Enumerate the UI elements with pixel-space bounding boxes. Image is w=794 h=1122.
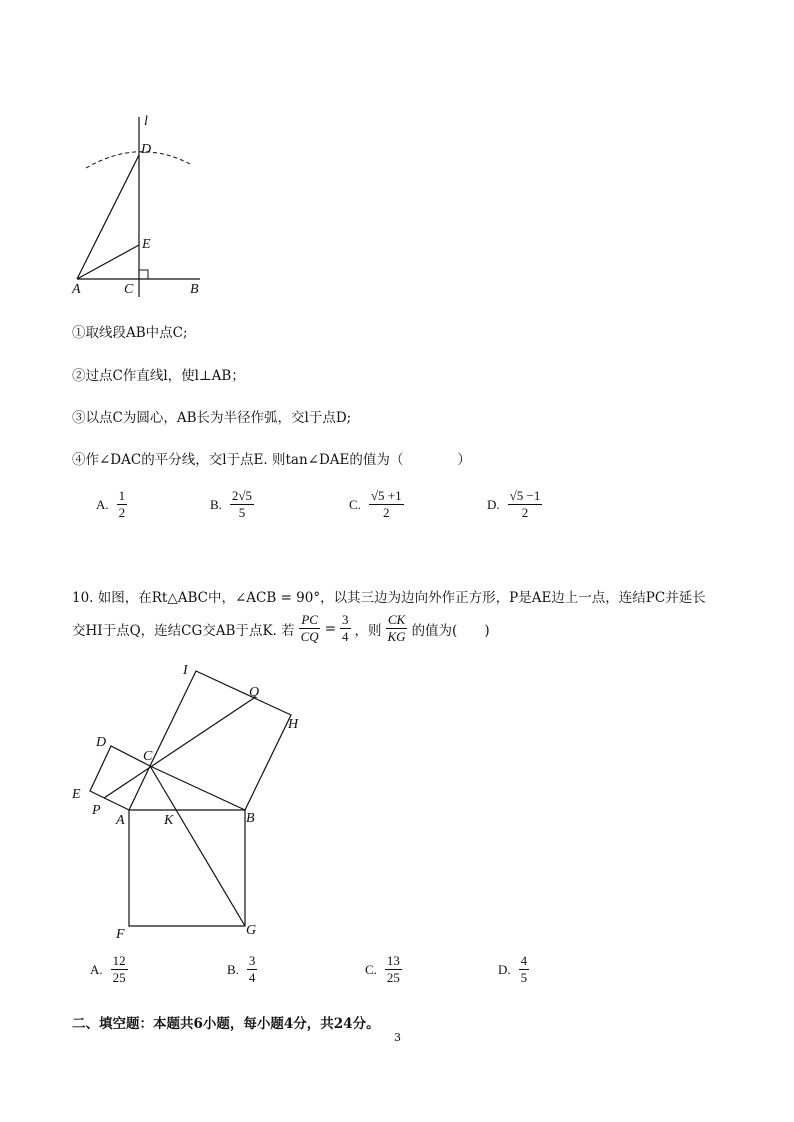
fraction: $\frac{4}{5}$ (520, 953, 528, 985)
square-ACDE (90, 746, 150, 810)
q9-option-d[interactable] (487, 488, 542, 521)
fraction: $\frac{3}{4}$ (248, 953, 256, 985)
square-BCIH (150, 671, 291, 810)
option-label: C. (349, 496, 361, 512)
label-E: E (72, 787, 81, 802)
fraction: $\frac{√5 -1}{2}$ (509, 488, 541, 520)
fraction: $\frac{1}{2}$ (118, 488, 126, 520)
fraction: $\frac{13}{25}$ (386, 953, 400, 985)
q10-option-a[interactable] (90, 953, 128, 986)
fraction-ck-kg: $\frac{CK}{KG}$ (387, 612, 406, 644)
page-number: 3 (394, 1031, 401, 1044)
q9-option-b[interactable] (210, 488, 254, 521)
segment-AE (77, 245, 139, 279)
option-label: D. (498, 961, 511, 977)
label-P: P (92, 803, 101, 818)
option-label: A. (90, 961, 103, 977)
q10-option-d[interactable] (498, 953, 529, 986)
fraction: $\frac{√5 +1}{2}$ (370, 488, 402, 520)
q10-line-1: 10. 如图，在Rt△ABC中，∠ACB = 90°，以其三边为边向外作正方形，P是AE边上一点，连结PC并延长 (72, 590, 706, 606)
step-2: ②过点C作直线l，使l⊥AB； (72, 368, 245, 384)
step-1: ①取线段AB中点C; (72, 325, 188, 341)
q9-option-c[interactable] (349, 488, 404, 521)
label-H: H (288, 717, 299, 732)
option-label: C. (365, 961, 377, 977)
q10-line-2: 交HI于点Q，连结CG交AB于点K. 若 $\frac{PC}{CQ}$ = $\frac{3}{4}$ ，则 $\frac{CK}{KG}$ 的值为( ) (72, 612, 490, 644)
fraction: $\frac{2√5}{5}$ (231, 488, 253, 520)
option-label: A. (96, 496, 109, 512)
label-l: l (144, 114, 148, 129)
section-title: 二、填空题：本题共6小题，每小题4分，共24分。 (72, 1016, 380, 1032)
label-K: K (164, 813, 174, 828)
label-A: A (72, 282, 81, 297)
fraction-pc-cq: $\frac{PC}{CQ}$ (300, 612, 319, 644)
label-D: D (96, 735, 107, 750)
segment-PQ (104, 698, 254, 798)
option-label: B. (227, 961, 239, 977)
q10-option-c[interactable] (365, 953, 402, 986)
label-G: G (246, 923, 257, 938)
label-C: C (143, 749, 153, 764)
label-B: B (246, 811, 255, 826)
fraction-3-4: $\frac{3}{4}$ (342, 612, 349, 644)
figure-2-squares (66, 658, 316, 943)
label-Q: Q (249, 685, 260, 700)
label-I: I (183, 663, 188, 678)
segment-AD (77, 155, 139, 279)
option-label: B. (210, 496, 222, 512)
right-angle-mark (139, 270, 148, 279)
step-3: ③以点C为圆心，AB长为半径作弧，交l于点D; (72, 410, 352, 426)
q9-option-a[interactable] (96, 488, 127, 521)
segment-CG (150, 766, 245, 926)
label-E: E (142, 237, 151, 252)
label-A: A (116, 813, 125, 828)
label-B: B (190, 282, 199, 297)
label-C: C (124, 282, 134, 297)
fraction: $\frac{12}{25}$ (112, 953, 126, 985)
step-4: ④作∠DAC的平分线，交l于点E. 则tan∠DAE的值为（ ） (72, 452, 471, 468)
option-label: D. (487, 496, 500, 512)
q10-option-b[interactable] (227, 953, 257, 986)
figure-1-construction (60, 105, 220, 300)
label-D: D (141, 142, 152, 157)
label-F: F (116, 927, 125, 942)
